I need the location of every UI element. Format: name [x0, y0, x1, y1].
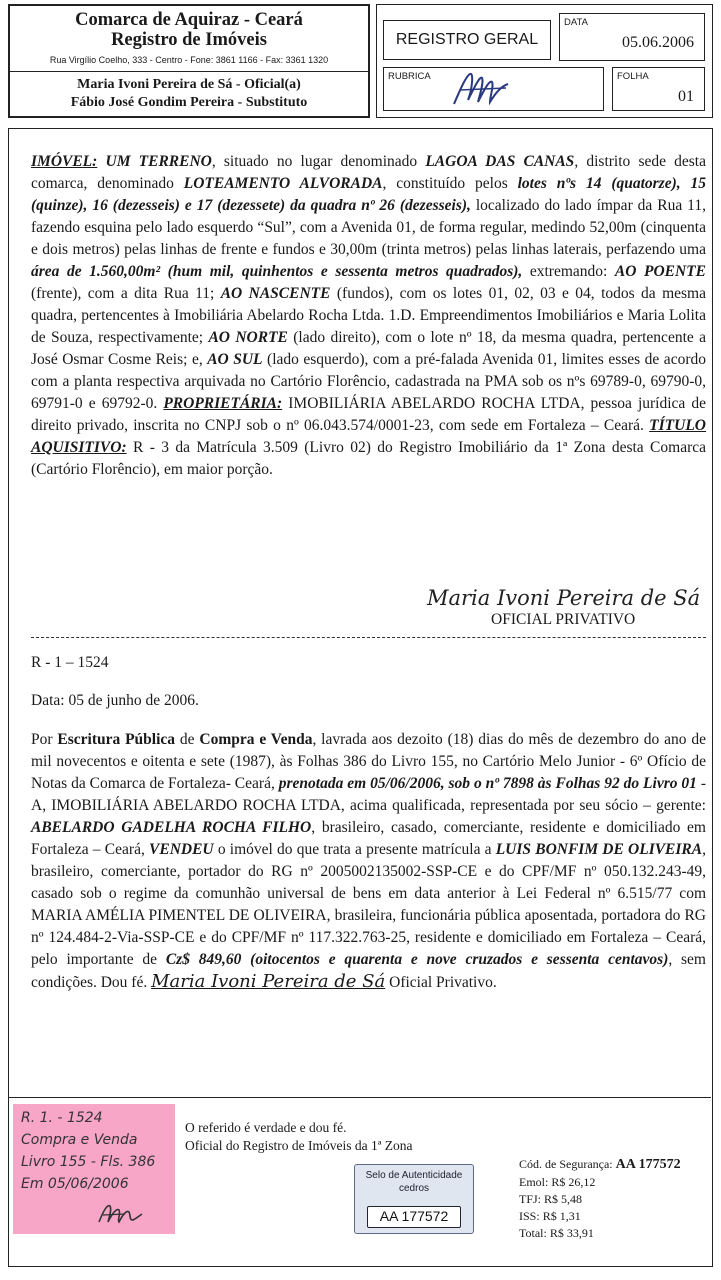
registro-geral-box — [383, 20, 551, 60]
officer-primary: Maria Ivoni Pereira de Sá - Oficial(a) — [77, 77, 301, 92]
registro-number: R - 1 – 1524 — [31, 654, 109, 671]
reg-v17: Oficial Privativo. — [385, 974, 497, 991]
reg-v7: - A, IMOBILIÁRIA ABELARDO ROCHA LTDA, acima qualificada, representada por seu sócio – gerente: — [31, 775, 706, 814]
reg-v12: LUIS BONFIM DE OLIVEIRA — [495, 841, 703, 858]
office-address: Rua Virgílio Coelho, 333 - Centro - Fone: 3861 1166 - Fax: 3361 1320 — [49, 55, 329, 65]
certification-office: Oficial do Registro de Imóveis da 1ª Zona — [185, 1138, 413, 1153]
seal-subtitle: cedros — [398, 1183, 429, 1194]
rubrica-signature-icon — [446, 70, 516, 110]
registro-text — [31, 729, 706, 994]
fee-emol — [519, 1175, 595, 1190]
rubrica-box — [383, 67, 604, 111]
fee-total — [519, 1226, 594, 1241]
note-line-4: Em 05/06/2006 — [21, 1176, 129, 1192]
section-divider — [31, 637, 706, 638]
folha-value: 01 — [678, 88, 694, 105]
imovel-s13: AO NASCENTE — [220, 285, 331, 302]
fee-emol-value: R$ 26,12 — [551, 1175, 596, 1189]
footer-divider — [9, 1097, 711, 1098]
fee-emol-label: Emol: — [519, 1175, 549, 1189]
imovel-s7: lotes nºs 14 (quatorze), 15 (quinze), 16 (dezesseis) e 17 (dezessete) da quadra nº 26 (dezesseis), — [31, 175, 707, 214]
note-line-2: Compra e Venda — [21, 1132, 138, 1148]
fee-iss-label: ISS: — [519, 1209, 540, 1223]
inline-signature: Maria Ivoni Pereira de Sá — [151, 971, 386, 992]
reg-v9: , brasileiro, casado, comerciante, residente e domiciliado em Fortaleza – Ceará, — [31, 819, 706, 858]
imovel-s6: , constituído pelos — [382, 175, 518, 192]
officer-substitute: Fábio José Gondim Pereira - Substituto — [70, 95, 308, 110]
office-registro: Registro de Imóveis — [111, 30, 267, 50]
imovel-s15: AO NORTE — [208, 329, 288, 346]
imovel-s10: extremando: — [522, 263, 615, 280]
folha-label: FOLHA — [617, 71, 649, 82]
fee-iss-value: R$ 1,31 — [542, 1209, 581, 1223]
seal-code: AA 177572 — [367, 1206, 461, 1228]
imovel-s5: LOTEAMENTO ALVORADA — [183, 175, 383, 192]
authenticity-seal — [354, 1164, 474, 1234]
reg-v4: Compra e Venda — [199, 731, 313, 748]
fee-tfj — [519, 1192, 582, 1207]
rubrica-label: RUBRICA — [388, 71, 431, 82]
imovel-s12: (frente), com a dita Rua 11; — [31, 285, 221, 302]
oficial-privativo-label: OFICIAL PRIVATIVO — [491, 611, 636, 628]
imovel-s16: (lado direito), com o lote nº 18, da mesma quadra, pertencente a José Osmar Cosme Reis; e, — [31, 329, 706, 368]
imovel-s20: IMOBILIÁRIA ABELARDO ROCHA LTDA, pessoa jurídica de direito privado, inscrita no CNPJ sob o nº 06.043.574/0001-23, com sede em Fortaleza – Ceará. — [31, 395, 706, 434]
registro-date: Data: 05 de junho de 2006. — [31, 692, 199, 709]
officer-signature: Maria Ivoni Pereira de Sá — [427, 586, 701, 610]
fee-total-label: Total: — [519, 1226, 547, 1240]
office-header — [8, 4, 370, 118]
reg-v10: VENDEU — [149, 841, 214, 858]
certification-text: O referido é verdade e dou fé. — [185, 1120, 347, 1135]
imovel-label: IMÓVEL: — [31, 153, 98, 170]
security-code-value: AA 177572 — [615, 1157, 681, 1172]
reg-v6: prenotada em 05/06/2006, sob o nº 7898 às Folhas 92 do Livro 01 — [278, 775, 697, 792]
folha-box — [612, 67, 705, 111]
imovel-s14: (fundos), com os lotes 01, 02, 03 e 04, todos da mesma quadra, pertencentes à Imobiliária Abelardo Rocha Ltda. 1.D. Empreendimentos Imobiliários e Maria Lolita de Souza, respectivamente; — [31, 285, 706, 346]
reg-v15: , sem condições. Dou fé. — [31, 951, 706, 991]
seal-title: Selo de Autenticidade — [365, 1170, 463, 1181]
imovel-description — [31, 151, 706, 481]
data-box — [559, 13, 705, 61]
registry-info-panel — [376, 4, 713, 118]
registry-body — [8, 128, 713, 1267]
security-code — [519, 1157, 681, 1173]
imovel-s19: PROPRIETÁRIA: — [163, 395, 283, 412]
reg-v11: o imóvel do que trata a presente matrícula a — [213, 841, 496, 858]
reg-v2: Escritura Pública — [57, 731, 176, 748]
imovel-s22: R - 3 da Matrícula 3.509 (Livro 02) do Registro Imobiliário da 1ª Zona desta Comarca (Cartório Florêncio), em maior porção. — [31, 439, 706, 478]
note-line-1: R. 1. - 1524 — [21, 1110, 103, 1126]
imovel-s18: (lado esquerdo), com a pré-falada Avenida 01, limites esses de acordo com a planta respectiva arquivada no Cartório Florêncio, cadastrada na PMA sob os nºs 69789-0, 69790-0, 69791-0 e 69792-0. — [31, 351, 706, 412]
imovel-s11: AO POENTE — [614, 263, 706, 280]
registro-geral-label: REGISTRO GERAL — [395, 31, 539, 48]
imovel-s3: LAGOA DAS CANAS — [425, 153, 575, 170]
imovel-s9: área de 1.560,00m² (hum mil, quinhentos e sessenta metros quadrados), — [31, 263, 523, 280]
imovel-s8: localizado do lado ímpar da Rua 11, fazendo esquina pelo lado esquerdo “Sul”, com a Avenida 01, de forma regular, medindo 52,00m (cinquenta e dois metros) pelas linhas de frente e fundos e 30,00m (trinta metros) pelas linhas laterais, perfazendo uma — [31, 197, 706, 258]
sticky-note — [13, 1104, 175, 1234]
reg-v14: Cz$ 849,60 (oitocentos e quarenta e nove cruzados e sessenta centavos) — [165, 951, 669, 968]
security-code-label: Cód. de Segurança: — [519, 1157, 613, 1171]
imovel-s1: UM TERRENO — [105, 153, 212, 170]
office-comarca: Comarca de Aquiraz - Ceará — [75, 10, 303, 30]
note-line-3: Livro 155 - Fls. 386 — [21, 1154, 156, 1170]
data-value: 05.06.2006 — [622, 34, 694, 51]
reg-v3: de — [175, 731, 200, 748]
note-initials-icon — [95, 1200, 145, 1226]
fee-total-value: R$ 33,91 — [549, 1226, 594, 1240]
reg-v13: , brasileiro, comerciante, portador do RG nº 2005002135002-SSP-CE e do CPF/MF nº 050.132.243-49, casado sob o regime da comunhão universal de bens em data anterior à Lei Federal nº 6.515/77 com MARIA AMÉLIA PIMENTEL DE OLIVEIRA, brasileira, funcionária pública aposentada, portadora do RG nº 124.484-2-Via-SSP-CE e do CPF/MF nº 117.322.763-25, residente e domiciliado em Fortaleza – Ceará, pelo importante de — [31, 841, 706, 968]
imovel-s2: , situado no lugar denominado — [211, 153, 426, 170]
imovel-s17: AO SUL — [207, 351, 263, 368]
reg-v8: ABELARDO GADELHA ROCHA FILHO — [31, 819, 312, 836]
imovel-s21: TÍTULO AQUISITIVO: — [31, 417, 706, 456]
imovel-s4: , distrito sede desta comarca, denominado — [31, 153, 706, 192]
header-divider — [10, 71, 368, 72]
reg-v5: , lavrada aos dezoito (18) dias do mês de dezembro do ano de mil novecentos e oitenta e sete (1987), às Folhas 386 do Livro 155, no Cartório Melo Junior - 6º Ofício de Notas da Comarca de Fortaleza- Ceará, — [31, 731, 706, 792]
data-label: DATA — [564, 17, 588, 28]
fee-tfj-label: TFJ: — [519, 1192, 542, 1206]
fee-tfj-value: R$ 5,48 — [544, 1192, 583, 1206]
fee-iss — [519, 1209, 581, 1224]
reg-v1: Por — [31, 731, 58, 748]
